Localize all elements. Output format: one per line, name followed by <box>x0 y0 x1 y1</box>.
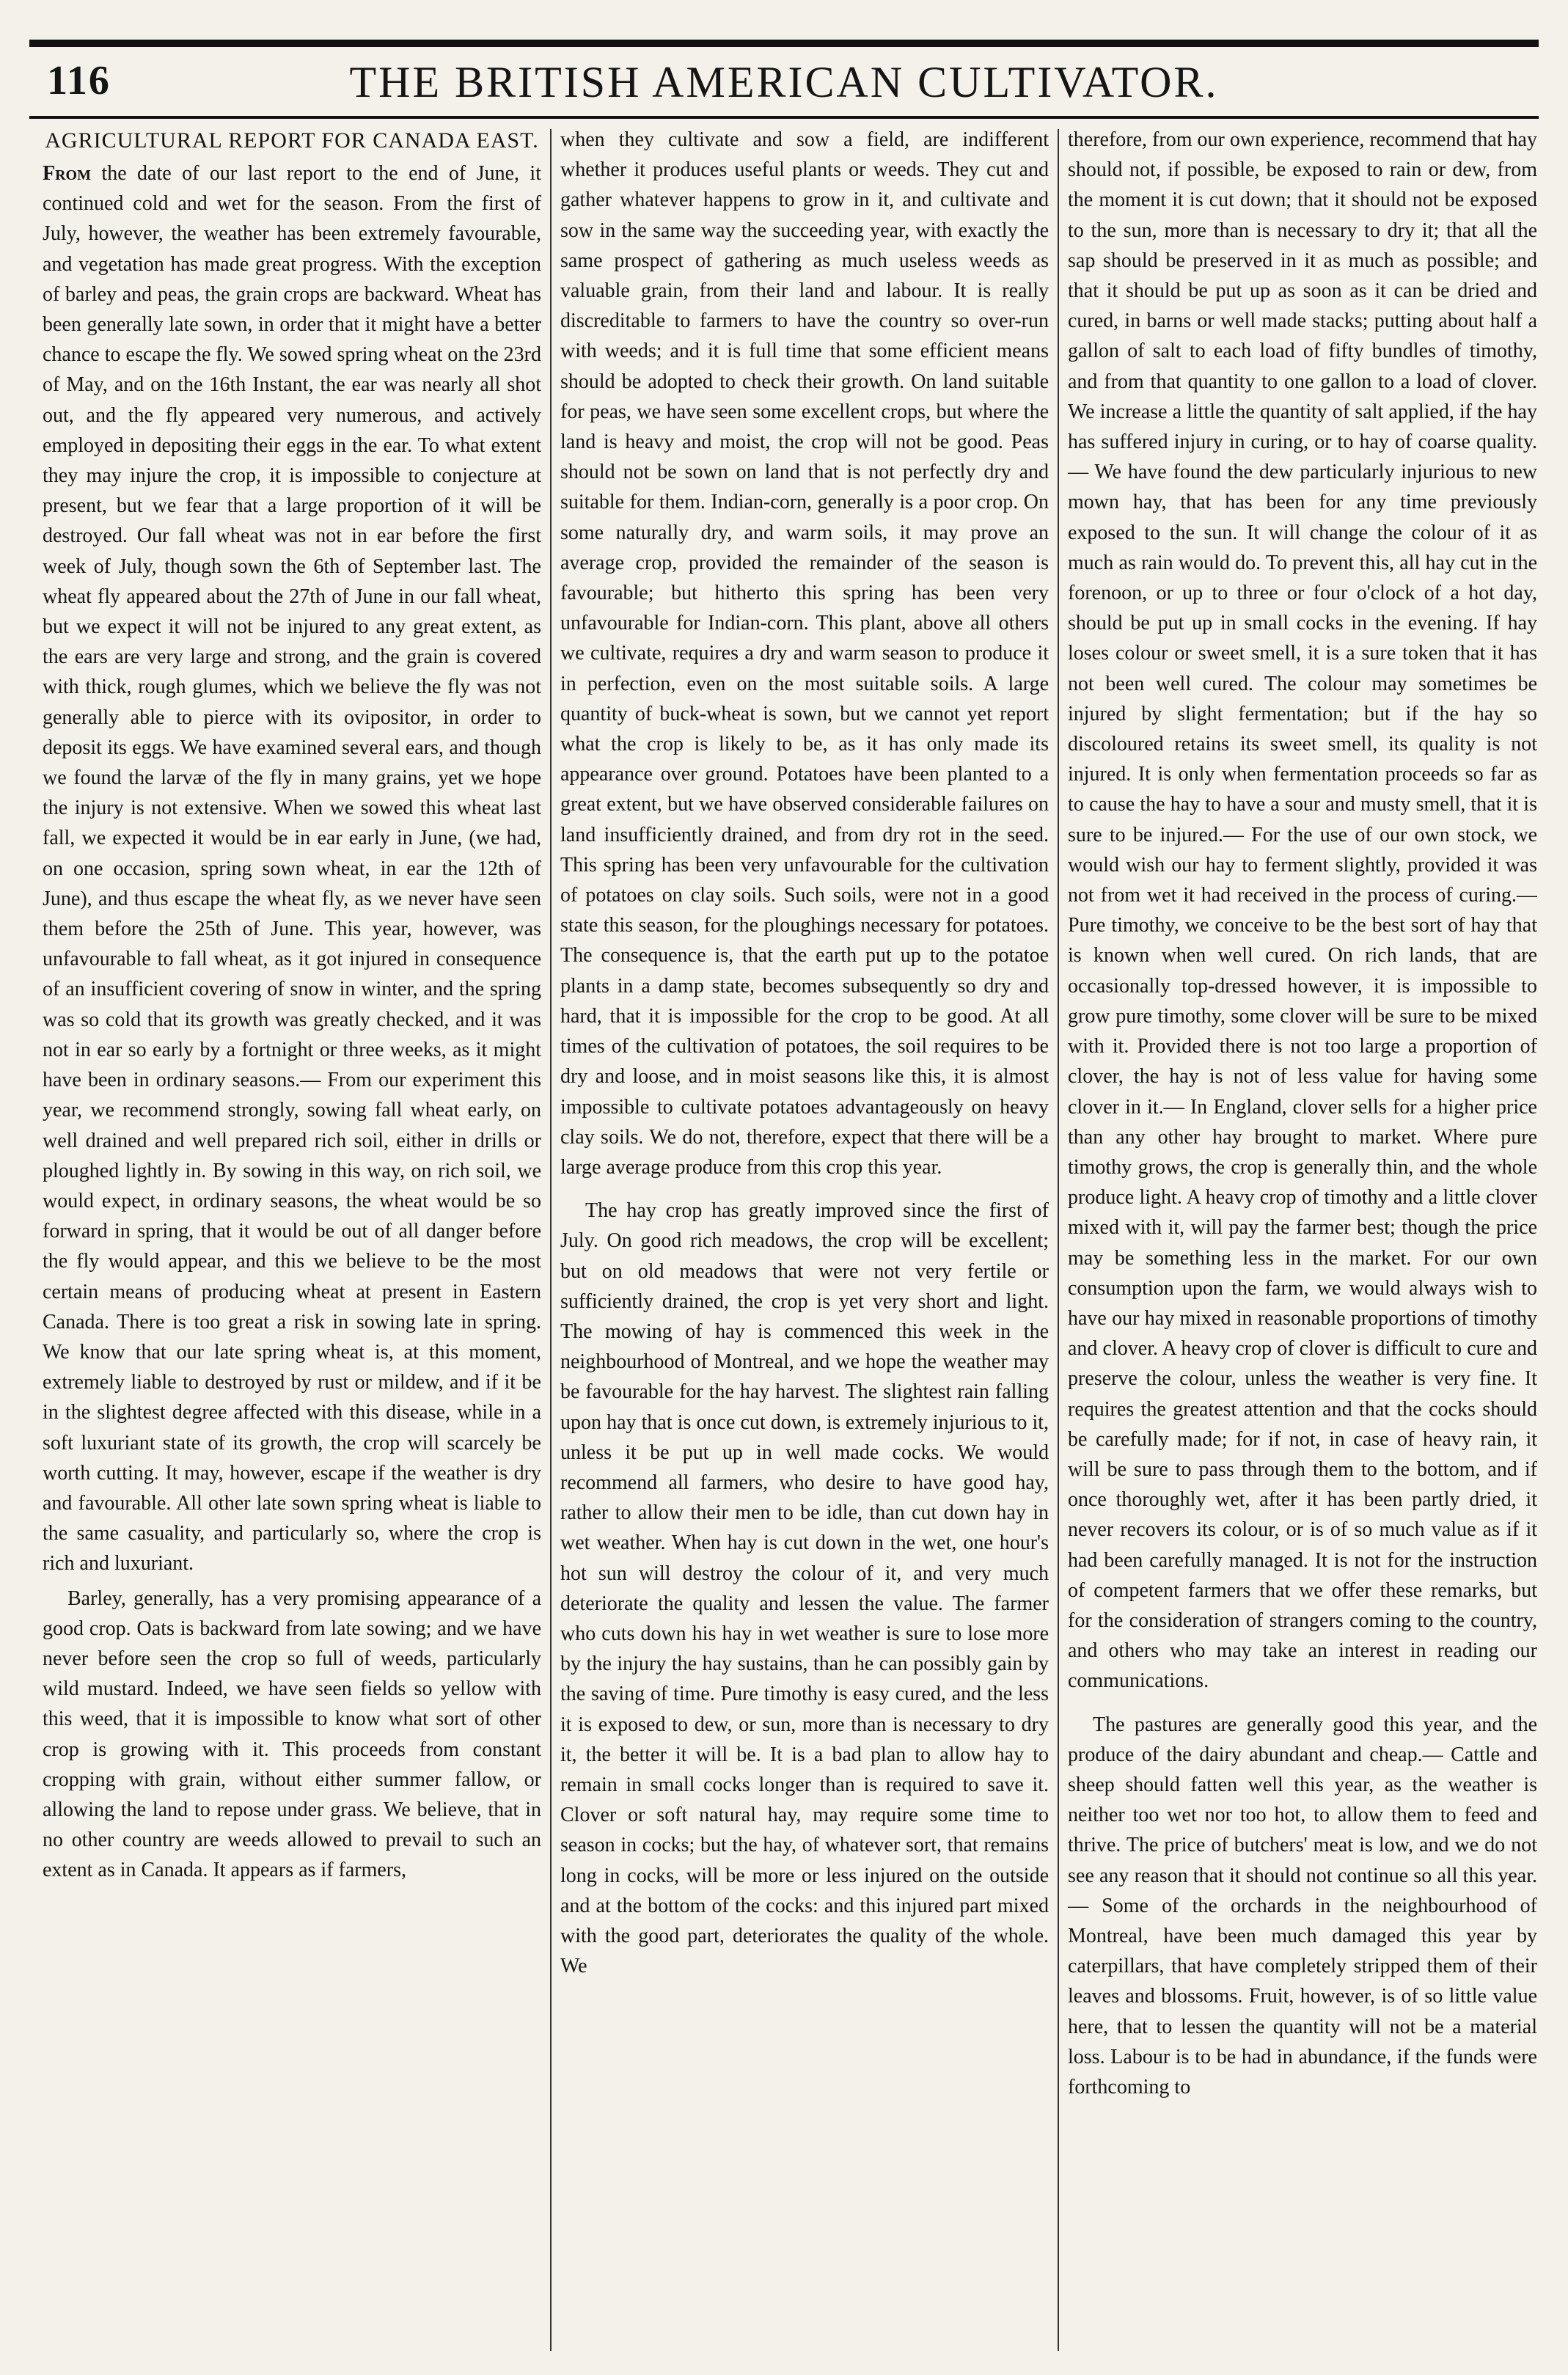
paragraph <box>43 158 541 1579</box>
paragraph-text: the date of our last report to the end of June, it continued cold and wet for the season. From the first of July, however, the weather has been extremely favourable, and vegetation has made great progress. With the exception of barley and peas, the grain crops are backward. Wheat has been generally late sown, in order that it might have a better chance to escape the fly. We sowed spring wheat on the 23rd of May, and on the 16th Instant, the ear was nearly all shot out, and the fly appeared very numerous, and actively employed in depositing their eggs in the ear. To what extent they may injure the crop, it is impossible to conjecture at present, but we fear that a large proportion of it will be destroyed. Our fall wheat was not in ear before the first week of July, though sown the 6th of September last. The wheat fly appeared about the 27th of June in our fall wheat, but we expect it will not be injured to any great extent, as the ears are very large and strong, and the grain is covered with thick, rough glumes, which we believe the fly was not generally able to pierce with its ovipositor, in order to deposit its eggs. We have examined several ears, and though we found the larvæ of the fly in many grains, yet we hope the injury is not extensive. When we sowed this wheat last fall, we expected it would be in ear early in June, (we had, on one occasion, spring sown wheat, in ear the 12th of June), and thus escape the wheat fly, as we never have seen them before the 25th of June. This year, however, was unfavourable to fall wheat, as it got injured in consequence of an insufficient covering of snow in winter, and the spring was so cold that its growth was greatly checked, and it was not in ear so early by a fortnight or three weeks, as it might have been in ordinary seasons.— From our experiment this year, we recommend strongly, sowing fall wheat early, on well drained and well prepared rich soil, either in drills or ploughed lightly in. By sowing in this way, on rich soil, we would expect, in ordinary seasons, the wheat would be so forward in spring, that it would be out of all danger before the fly would appear, and this we believe to be the most certain means of producing wheat at present in Eastern Canada. There is too great a risk in sowing late in spring. We know that our late spring wheat is, at this moment, extremely liable to destroyed by rust or mildew, and if it be in the slightest degree affected with this disease, while in a soft luxuriant state of its growth, the crop will scarcely be worth cutting. It may, however, escape if the weather is dry and favourable. All other late sown spring wheat is liable to the same casuality, and particularly so, where the crop is rich and luxuriant. <box>43 162 541 1576</box>
paragraph: therefore, from our own experience, recommend that hay should not, if possible, be exposed to rain or dew, from the moment it is cut down; that it should not be exposed to the sun, more than is necessary to dry it; that all the sap should be preserved in it as much as possible; and that it should be put up as soon as it can be dried and cured, in barns or well made stacks; putting about half a gallon of salt to each load of fifty bundles of timothy, and from that quantity to one gallon to a load of clover. We increase a little the quantity of salt applied, if the hay has suffered injury in curing, or to hay of coarse quality.— We have found the dew particularly injurious to new mown hay, that has been for any time previously exposed to the sun. It will change the colour of it as much as rain would do. To prevent this, all hay cut in the forenoon, or up to three or four o'clock of a hot day, should be put up in small cocks in the evening. If hay loses colour or sweet smell, it is a sure token that it has not been well cured. The colour may sometimes be injured by slight fermentation; but if the hay so discoloured retains its sweet smell, its quality is not injured. It is only when fermentation proceeds so far as to cause the hay to have a sour and musty smell, that it is sure to be injured.— For the use of our own stock, we would wish our hay to ferment slightly, provided it was not from wet it had received in the process of curing.— Pure timothy, we conceive to be the best sort of hay that is known when well cured. On rich lands, that are occasionally top-dressed however, it is impossible to grow pure timothy, some clover will be sure to be mixed with it. Provided there is not too large a proportion of clover, the hay is not of less value for having some clover in it.— In England, clover sells for a higher price than any other hay brought to market. Where pure timothy grows, the crop is generally thin, and the whole produce light. A heavy crop of timothy and a little clover mixed with it, will pay the farmer best; though the price may be something less in the market. For our own consumption upon the farm, we would always wish to have our hay mixed in reasonable proportions of timothy and clover. A heavy crop of clover is difficult to cure and preserve the colour, unless the weather is very fine. It requires the greatest attention and that the cocks should be carefully made; for if not, in case of heavy rain, it will be sure to pass through them to the bottom, and if once thoroughly wet, after it has been partly dried, it never recovers its colour, or is of so much value as if it had been carefully managed. It is not for the instruction of competent farmers that we offer these remarks, but for the consideration of strangers coming to the country, and others who may take an interest in reading our communications. <box>1068 128 1537 1693</box>
column-1 <box>43 125 541 2351</box>
article-title: AGRICULTURAL REPORT FOR CANADA EAST. <box>45 128 539 153</box>
masthead-title: THE BRITISH AMERICAN CULTIVATOR. <box>349 58 1219 106</box>
page-header <box>29 54 1539 113</box>
lead-word: From <box>43 162 91 185</box>
page-number: 116 <box>47 58 111 103</box>
header-rule <box>29 116 1539 119</box>
paragraph: Barley, generally, has a very promising appearance of a good crop. Oats is backward from late sowing; and we have never before seen the crop so full of weeds, particularly wild mustard. Indeed, we have seen fields so yellow with this weed, that it is impossible to know what sort of other crop is growing with it. This proceeds from constant cropping with grain, without either summer fallow, or allowing the land to repose under grass. We believe, that in no other country are weeds allowed to prevail to such an extent as in Canada. It appears as if farmers, <box>43 1587 541 1882</box>
column-divider <box>1058 129 1059 2351</box>
article-columns <box>29 125 1539 2351</box>
column-3 <box>1068 125 1537 2351</box>
paragraph: when they cultivate and sow a field, are indifferent whether it produces useful plants or weeds. They cut and gather whatever happens to grow in it, and cultivate and sow in the same way the succeeding year, with exactly the same prospect of gathering as much useless weeds as valuable grain, from their land and labour. It is really discreditable to farmers to have the country so over-run with weeds; and it is full time that some efficient means should be adopted to check their growth. On land suitable for peas, we have seen some excellent crops, but where the land is heavy and moist, the crop will not be good. Peas should not be sown on land that is not perfectly dry and suitable for them. Indian-corn, generally is a poor crop. On some naturally dry, and warm soils, it may prove an average crop, provided the remainder of the season is favourable; but hitherto this spring has been very unfavourable for Indian-corn. This plant, above all others we cultivate, requires a dry and warm season to produce it in perfection, even on the most suitable soils. A large quantity of buck-wheat is sown, but we cannot yet report what the crop is likely to be, as it has only made its appearance over ground. Potatoes have been planted to a great extent, but we have observed considerable failures on land insufficiently drained, and from dry rot in the seed. This spring has been very unfavourable for the cultivation of potatoes on clay soils. Such soils, were not in a good state this season, for the ploughings necessary for potatoes. The consequence is, that the earth put up to the potatoe plants in a damp state, becomes subsequently so dry and hard, that it is impossible for the crop to be good. At all times of the cultivation of potatoes, the soil requires to be dry and loose, and in moist seasons like this, it is almost impossible to cultivate potatoes advantageously on heavy clay soils. We do not, therefore, expect that there will be a large average produce from this crop this year. <box>560 128 1049 1179</box>
column-2 <box>560 125 1049 2351</box>
top-rule <box>29 40 1539 47</box>
column-divider <box>550 129 552 2351</box>
paragraph: The pastures are generally good this year, and the produce of the dairy abundant and cheap.— Cattle and sheep should fatten well this year, as the weather is neither too wet nor too hot, to allow them to feed and thrive. The price of butchers' meat is low, and we do not see any reason that it should not continue so all this year.— Some of the orchards in the neighbourhood of Montreal, have been much damaged this year by caterpillars, that have completely stripped them of their leaves and blossoms. Fruit, however, is of so little value here, that to lessen the quantity will not be a material loss. Labour is to be had in abundance, if the funds were forthcoming to <box>1068 1713 1537 2098</box>
paragraph: The hay crop has greatly improved since the first of July. On good rich meadows, the crop will be excellent; but on old meadows that were not very fertile or sufficiently drained, the crop is yet very short and light. The mowing of hay is commenced this week in the neighbourhood of Montreal, and we hope the weather may be favourable for the hay harvest. The slightest rain falling upon hay that is once cut down, is extremely injurious to it, unless it be put up in well made cocks. We would recommend all farmers, who desire to have good hay, rather to allow their men to be idle, than cut down hay in wet weather. When hay is cut down in the wet, one hour's hot sun will destroy the colour of it, and very much deteriorate the quality and lessen the value. The farmer who cuts down his hay in wet weather is sure to lose more by the injury the hay sustains, than he can possibly gain by the saving of time. Pure timothy is easy cured, and the less it is exposed to dew, or sun, more than is necessary to dry it, the better it will be. It is a bad plan to allow hay to remain in small cocks longer than is required to save it. Clover or soft natural hay, may require some time to season in cocks; but the hay, of whatever sort, that remains long in cocks, will be more or less injured on the outside and at the bottom of the cocks: and this injured part mixed with the good part, deteriorates the quality of the whole. We <box>560 1199 1049 1978</box>
